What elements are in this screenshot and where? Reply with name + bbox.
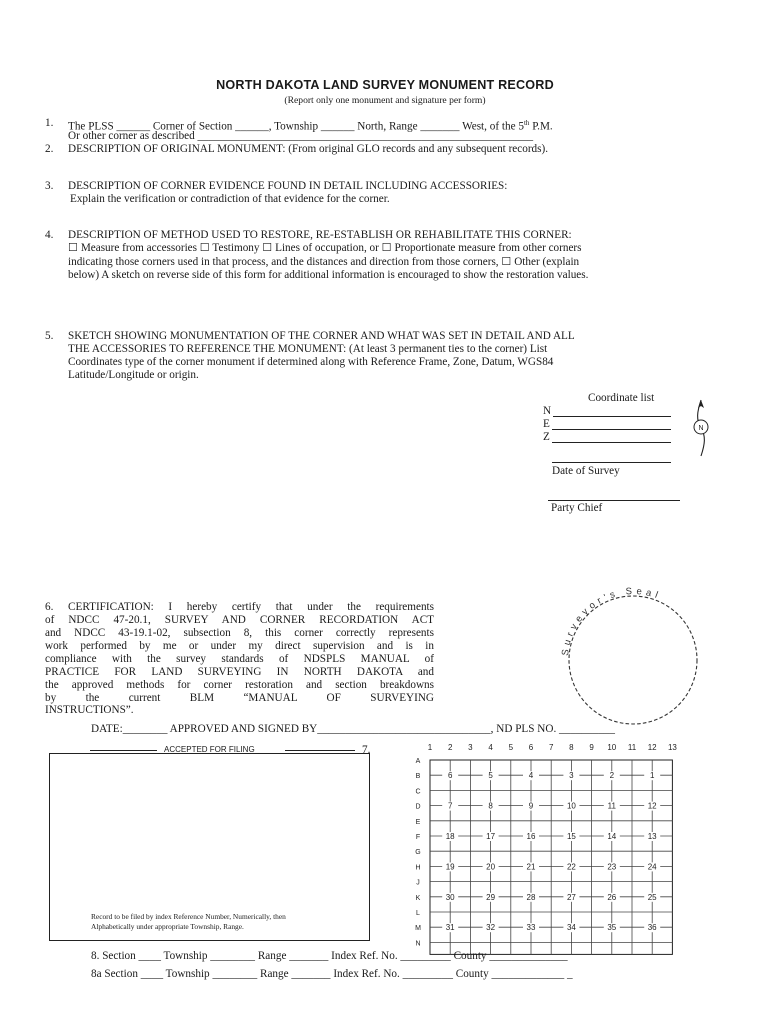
grid-section-number: 27 [566, 892, 576, 902]
north-arrow-icon [688, 398, 714, 458]
grid-section-number: 8 [488, 801, 493, 811]
item7-number: 7. [362, 744, 371, 756]
grid-row-label: G [415, 849, 421, 857]
grid-row-label: A [415, 758, 421, 765]
certification-line: the approved methods for corner restoration and section breakdowns [45, 679, 434, 691]
seal-caption-path: Surveyor's Seal [560, 586, 664, 657]
grid-row-label: M [415, 925, 421, 933]
grid-section-number: 31 [445, 923, 455, 933]
item5-text-line4: Latitude/Longitude or origin. [68, 369, 199, 381]
grid-column-label: 7 [548, 743, 554, 752]
grid-section-number: 18 [445, 832, 455, 841]
item1-other-corner-line[interactable]: Or other corner as described ____________________________________________________________ [68, 130, 534, 142]
grid-section-number: 28 [526, 892, 536, 902]
certification-line: compliance with the survey standards of NDSPLS MANUAL of [45, 653, 434, 665]
seal-caption [560, 586, 663, 656]
certification-line: 6. CERTIFICATION: I hereby certify that under the requirements [45, 601, 434, 613]
grid-section-number: 7 [447, 801, 453, 811]
item5-heading-line1: SKETCH SHOWING MONUMENTATION OF THE CORNER AND WHAT WAS SET IN DETAIL AND ALL [68, 330, 575, 342]
filing-header-rule-left [90, 750, 157, 751]
certification-line: by the current BLM “MANUAL OF SURVEYING [45, 692, 434, 704]
item5-text-line3: Coordinates type of the corner monument if determined along with Reference Frame, Zone, Datum, WGS84 [68, 356, 554, 368]
grid-section-number: 23 [607, 862, 617, 872]
certification-line: work performed by me or under my direct supervision and is in [45, 640, 434, 652]
grid-column-label: 11 [627, 743, 637, 752]
grid-section-number: 9 [528, 801, 534, 811]
grid-section-number: 6 [447, 771, 453, 781]
grid-row-label: F [415, 834, 421, 841]
grid-column-label: 1 [427, 743, 433, 752]
form-subtitle: (Report only one monument and signature per form) [284, 95, 486, 106]
grid-section-number: 13 [647, 832, 657, 841]
surveyor-seal [548, 586, 718, 728]
item4-text-line4: below) A sketch on reverse side of this form for additional information is encouraged to show the restoration values. [68, 269, 589, 281]
certification-line: of NDCC 47-20.1, SURVEY AND CORNER RECORDATION ACT [45, 614, 434, 626]
item4-checkbox-options[interactable]: ☐ Measure from accessories ☐ Testimony ☐ Lines of occupation, or ☐ Proportionate measure from other corners [68, 242, 582, 254]
grid-section-number: 34 [566, 923, 576, 933]
grid-column-label: 4 [488, 743, 493, 752]
grid-section-number: 22 [566, 862, 576, 872]
item2-number: 2. [45, 143, 54, 155]
item1-pm-text: P.M. [529, 120, 553, 133]
grid-row-label: B [415, 773, 421, 781]
coordinate-e-field[interactable] [552, 429, 671, 430]
item1-number: 1. [45, 117, 54, 129]
grid-section-number: 32 [486, 923, 496, 933]
grid-section-number: 14 [607, 832, 617, 841]
coordinate-z-label: Z [543, 431, 550, 443]
item3-subheading: Explain the verification or contradiction of that evidence for the corner. [70, 193, 390, 205]
grid-section-number: 10 [566, 801, 576, 811]
grid-section-number: 17 [486, 832, 496, 841]
grid-row-label: J [416, 879, 420, 887]
coordinate-e-label: E [543, 418, 550, 430]
item4-number: 4. [45, 229, 54, 241]
grid-section-number: 2 [609, 771, 615, 781]
grid-section-number: 19 [445, 862, 455, 872]
grid-column-label: 5 [508, 743, 514, 752]
date-of-survey-field[interactable] [552, 462, 671, 463]
grid-section-number: 3 [569, 771, 574, 781]
item4-heading: DESCRIPTION OF METHOD USED TO RESTORE, RE-ESTABLISH OR REHABILITATE THIS CORNER: [68, 229, 572, 241]
item1-superscript: th [523, 119, 530, 127]
grid-section-number: 29 [486, 892, 496, 902]
item5-number: 5. [45, 330, 54, 342]
grid-row-label: K [415, 894, 421, 902]
grid-section-number: 16 [526, 832, 536, 841]
coordinate-list-title: Coordinate list [588, 392, 655, 404]
date-approved-signed-line[interactable]: DATE:________ APPROVED AND SIGNED BY_______________________________, ND PLS NO. __________ [91, 723, 615, 735]
certification-last-line: INSTRUCTIONS”. [45, 704, 134, 716]
filing-note-line2: Alphabetically under appropriate Township, Range. [91, 922, 244, 931]
filing-note-line1: Record to be filed by index Reference Number, Numerically, then [91, 912, 286, 921]
accepted-for-filing-label: ACCEPTED FOR FILING [164, 745, 255, 754]
grid-row-label: C [415, 788, 421, 796]
grid-section-number: 33 [526, 923, 536, 933]
grid-column-label: 8 [569, 743, 574, 752]
item3-heading: DESCRIPTION OF CORNER EVIDENCE FOUND IN DETAIL INCLUDING ACCESSORIES: [68, 180, 508, 192]
grid-section-number: 36 [647, 923, 657, 933]
grid-section-number: 30 [445, 892, 455, 902]
grid-section-number: 11 [607, 801, 616, 811]
grid-column-label: 3 [468, 743, 473, 752]
township-grid [404, 740, 700, 948]
grid-section-number: 20 [486, 862, 496, 872]
coordinate-z-field[interactable] [552, 442, 671, 443]
item5-heading-line2: THE ACCESSORIES TO REFERENCE THE MONUMENT: (At least 3 permanent ties to the corner) List [68, 343, 548, 355]
item2-heading: DESCRIPTION OF ORIGINAL MONUMENT: (From original GLO records and any subsequent records). [68, 143, 549, 155]
date-of-survey-label: Date of Survey [552, 465, 620, 477]
grid-column-label: 12 [647, 743, 657, 752]
form-title: NORTH DAKOTA LAND SURVEY MONUMENT RECORD [216, 78, 554, 92]
grid-column-label: 6 [528, 743, 534, 752]
certification-block [45, 601, 434, 705]
grid-section-number: 4 [528, 771, 534, 781]
grid-row-label: D [415, 803, 421, 811]
grid-row-label: H [415, 864, 421, 872]
footer-row-8[interactable]: 8. Section ____ Township ________ Range _______ Index Ref. No. _________ County ______________ [91, 950, 568, 962]
grid-section-number: 1 [649, 771, 655, 781]
grid-column-label: 2 [447, 743, 453, 752]
certification-line: PRACTICE FOR LAND SURVEYING IN NORTH DAKOTA and [45, 666, 434, 678]
coordinate-n-field[interactable] [553, 416, 671, 417]
party-chief-label: Party Chief [551, 502, 603, 514]
grid-row-label: E [415, 818, 421, 826]
item1-plss-text: The PLSS ______ Corner of Section ______, Township ______ North, Range _______ West, of the 5 [68, 120, 524, 133]
grid-section-number: 5 [488, 771, 493, 781]
grid-column-label: 13 [667, 743, 677, 752]
grid-section-number: 26 [607, 892, 617, 902]
grid-section-number: 24 [647, 862, 657, 872]
grid-row-label: L [416, 910, 420, 917]
party-chief-field[interactable] [548, 500, 680, 501]
grid-row-label: N [415, 940, 421, 948]
north-arrow-letter: N [698, 425, 704, 432]
grid-column-label: 10 [607, 743, 617, 752]
grid-section-number: 15 [566, 832, 576, 841]
item4-text-line3: indicating those corners used in that process, and the distances and direction from those corners, ☐ Other (explain [68, 256, 580, 268]
grid-section-number: 21 [526, 862, 536, 872]
filing-header-rule-right [285, 750, 355, 751]
grid-section-number: 25 [647, 892, 657, 902]
grid-section-number: 12 [647, 801, 657, 811]
item3-number: 3. [45, 180, 54, 192]
footer-row-8a[interactable]: 8a Section ____ Township ________ Range _______ Index Ref. No. _________ County _____________ _ [91, 968, 573, 980]
certification-line: and NDCC 43-19.1-02, subsection 8, this corner correctly represents [45, 627, 434, 639]
coordinate-n-label: N [543, 405, 552, 417]
grid-column-label: 9 [589, 743, 594, 752]
grid-section-number: 35 [607, 923, 617, 933]
